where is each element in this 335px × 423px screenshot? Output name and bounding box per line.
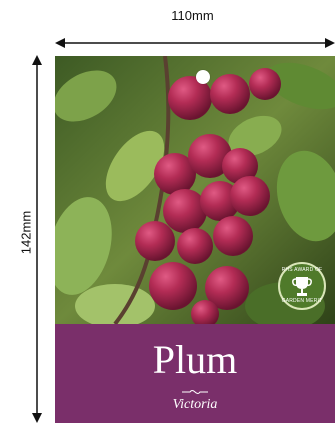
flourish-divider bbox=[181, 388, 209, 396]
label-title-band bbox=[55, 324, 335, 423]
award-text-bottom: GARDEN MERIT bbox=[281, 298, 323, 304]
width-dimension-label: 110mm bbox=[171, 8, 214, 23]
plant-variety-name: Victoria bbox=[172, 397, 218, 412]
trophy-icon bbox=[292, 275, 312, 297]
plant-label-card bbox=[55, 56, 335, 423]
rhs-award-badge bbox=[278, 262, 326, 310]
height-dimension-label: 142mm bbox=[18, 210, 34, 255]
hanging-hole bbox=[196, 70, 210, 84]
award-text-top: RHS AWARD OF bbox=[281, 267, 323, 273]
width-dimension-arrow bbox=[55, 36, 335, 50]
plant-name-title: Plum bbox=[152, 337, 238, 382]
